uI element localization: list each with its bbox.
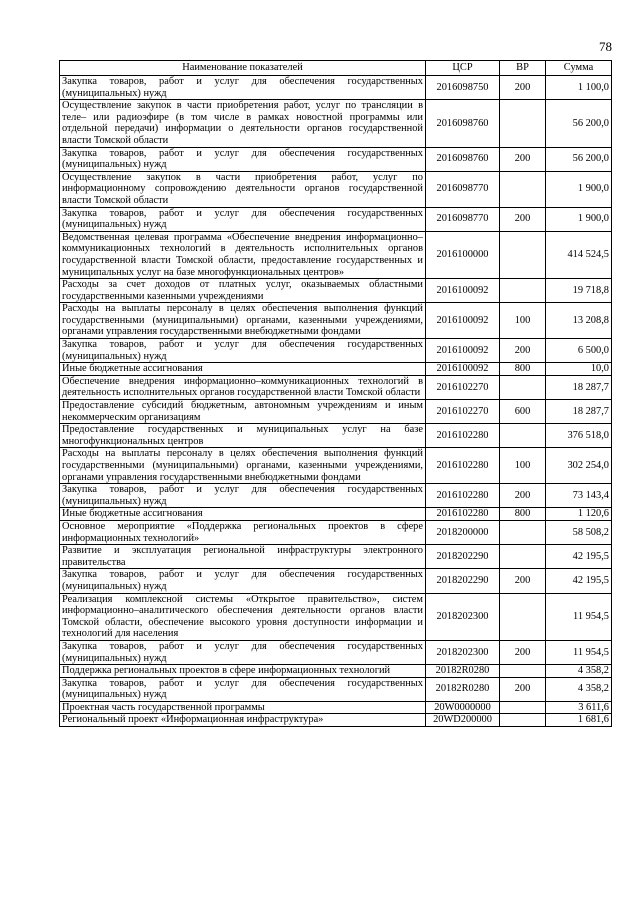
cell-csr: 2016098760	[426, 147, 500, 171]
cell-name: Закупка товаров, работ и услуг для обеспечения государственных (муниципальных) нужд	[60, 677, 426, 701]
cell-vr	[500, 100, 546, 147]
cell-name: Региональный проект «Информационная инфраструктура»	[60, 714, 426, 727]
cell-vr: 600	[500, 400, 546, 424]
cell-sum: 42 195,5	[546, 569, 612, 593]
cell-name: Закупка товаров, работ и услуг для обеспечения государственных (муниципальных) нужд	[60, 569, 426, 593]
header-vr: ВР	[500, 61, 546, 76]
cell-name: Проектная часть государственной программы	[60, 701, 426, 714]
cell-vr: 800	[500, 363, 546, 376]
cell-sum: 4 358,2	[546, 665, 612, 678]
header-csr: ЦСР	[426, 61, 500, 76]
cell-vr	[500, 593, 546, 640]
cell-vr: 100	[500, 448, 546, 484]
cell-name: Основное мероприятие «Поддержка региональных проектов в сфере информационных технологий»	[60, 520, 426, 544]
cell-name: Поддержка региональных проектов в сфере информационных технологий	[60, 665, 426, 678]
table-row	[60, 279, 612, 303]
cell-csr: 2016102280	[426, 424, 500, 448]
table-row	[60, 593, 612, 640]
cell-name: Ведомственная целевая программа «Обеспечение внедрения информационно–коммуникационных технологий в деятельность исполнительных органов государственной власти Томской области, предоставление государственных и муниципальных услуг на базе многофункциональных центров»	[60, 231, 426, 278]
cell-name: Иные бюджетные ассигнования	[60, 363, 426, 376]
cell-name: Расходы за счет доходов от платных услуг, оказываемых областными государственными казенными учреждениями	[60, 279, 426, 303]
table-row	[60, 545, 612, 569]
cell-csr: 2016098770	[426, 207, 500, 231]
cell-vr: 100	[500, 303, 546, 339]
table-row	[60, 303, 612, 339]
cell-vr: 200	[500, 207, 546, 231]
cell-csr: 2018202300	[426, 593, 500, 640]
cell-name: Осуществление закупок в части приобретения работ, услуг по информационному сопровождению деятельности органов государственной власти Томской области	[60, 171, 426, 207]
cell-sum: 18 287,7	[546, 400, 612, 424]
cell-sum: 13 208,8	[546, 303, 612, 339]
cell-vr	[500, 279, 546, 303]
table-row	[60, 171, 612, 207]
cell-name: Расходы на выплаты персоналу в целях обеспечения выполнения функций государственными (муниципальными) органами, казенными учреждениями, органами управления государственными внебюджетными фондами	[60, 448, 426, 484]
cell-sum: 10,0	[546, 363, 612, 376]
cell-vr	[500, 714, 546, 727]
cell-csr: 2016100092	[426, 303, 500, 339]
cell-name: Осуществление закупок в части приобретения работ, услуг по трансляции в теле– или радиоэфире (в том числе в рамках новостной программы или отдельной передачи) информации о деятельности органов государственной власти Томской области	[60, 100, 426, 147]
cell-sum: 414 524,5	[546, 231, 612, 278]
cell-csr: 2016098770	[426, 171, 500, 207]
cell-sum: 1 900,0	[546, 207, 612, 231]
cell-sum: 1 100,0	[546, 76, 612, 100]
cell-vr: 200	[500, 640, 546, 664]
cell-sum: 3 611,6	[546, 701, 612, 714]
cell-csr: 2016098760	[426, 100, 500, 147]
cell-sum: 56 200,0	[546, 147, 612, 171]
cell-csr: 20182R0280	[426, 665, 500, 678]
cell-csr: 2016102280	[426, 508, 500, 521]
table-row	[60, 569, 612, 593]
cell-vr: 200	[500, 677, 546, 701]
table-row	[60, 640, 612, 664]
cell-csr: 2016102280	[426, 484, 500, 508]
cell-sum: 56 200,0	[546, 100, 612, 147]
cell-sum: 4 358,2	[546, 677, 612, 701]
cell-vr	[500, 171, 546, 207]
cell-vr	[500, 424, 546, 448]
table-row	[60, 231, 612, 278]
cell-vr	[500, 545, 546, 569]
cell-sum: 302 254,0	[546, 448, 612, 484]
cell-vr: 200	[500, 339, 546, 363]
table-row	[60, 400, 612, 424]
cell-csr: 2018200000	[426, 520, 500, 544]
cell-name: Закупка товаров, работ и услуг для обеспечения государственных (муниципальных) нужд	[60, 147, 426, 171]
cell-vr: 200	[500, 484, 546, 508]
cell-sum: 1 900,0	[546, 171, 612, 207]
cell-sum: 6 500,0	[546, 339, 612, 363]
cell-vr: 200	[500, 147, 546, 171]
table-body	[60, 76, 612, 727]
cell-name: Реализация комплексной системы «Открытое правительство», систем информационно–аналитического обеспечения деятельности органов власти Томской области, обеспечение высокого уровня доступности информации и технологий для населения	[60, 593, 426, 640]
cell-vr	[500, 231, 546, 278]
cell-csr: 2016100092	[426, 339, 500, 363]
table-row	[60, 701, 612, 714]
header-sum: Сумма	[546, 61, 612, 76]
cell-name: Закупка товаров, работ и услуг для обеспечения государственных (муниципальных) нужд	[60, 484, 426, 508]
table-row	[60, 147, 612, 171]
cell-csr: 2018202290	[426, 545, 500, 569]
table-row	[60, 677, 612, 701]
cell-vr: 800	[500, 508, 546, 521]
table-row	[60, 375, 612, 399]
cell-sum: 376 518,0	[546, 424, 612, 448]
cell-csr: 20WD200000	[426, 714, 500, 727]
cell-csr: 2016098750	[426, 76, 500, 100]
table-row	[60, 100, 612, 147]
header-name: Наименование показателей	[60, 61, 426, 76]
cell-name: Закупка товаров, работ и услуг для обеспечения государственных (муниципальных) нужд	[60, 207, 426, 231]
table-row	[60, 714, 612, 727]
cell-csr: 2016100000	[426, 231, 500, 278]
cell-vr: 200	[500, 76, 546, 100]
cell-name: Предоставление государственных и муниципальных услуг на базе многофункциональных центров	[60, 424, 426, 448]
cell-csr: 2016100092	[426, 279, 500, 303]
cell-sum: 58 508,2	[546, 520, 612, 544]
table-row	[60, 508, 612, 521]
cell-name: Предоставление субсидий бюджетным, автономным учреждениям и иным некоммерческим организациям	[60, 400, 426, 424]
cell-csr: 20W0000000	[426, 701, 500, 714]
cell-name: Иные бюджетные ассигнования	[60, 508, 426, 521]
cell-sum: 42 195,5	[546, 545, 612, 569]
cell-name: Расходы на выплаты персоналу в целях обеспечения выполнения функций государственными (муниципальными) органами, казенными учреждениями, органами управления государственными внебюджетными фондами	[60, 303, 426, 339]
table-header-row	[60, 61, 612, 76]
cell-sum: 73 143,4	[546, 484, 612, 508]
cell-name: Закупка товаров, работ и услуг для обеспечения государственных (муниципальных) нужд	[60, 640, 426, 664]
cell-vr	[500, 665, 546, 678]
cell-sum: 18 287,7	[546, 375, 612, 399]
table-row	[60, 520, 612, 544]
cell-name: Развитие и эксплуатация региональной инфраструктуры электронного правительства	[60, 545, 426, 569]
table-row	[60, 665, 612, 678]
table-row	[60, 76, 612, 100]
cell-vr	[500, 701, 546, 714]
cell-csr: 2018202300	[426, 640, 500, 664]
cell-vr: 200	[500, 569, 546, 593]
cell-csr: 2016102270	[426, 400, 500, 424]
cell-vr	[500, 520, 546, 544]
cell-sum: 11 954,5	[546, 593, 612, 640]
cell-csr: 2016102270	[426, 375, 500, 399]
cell-csr: 2018202290	[426, 569, 500, 593]
cell-sum: 1 681,6	[546, 714, 612, 727]
page-number: 78	[599, 39, 612, 54]
cell-csr: 2016102280	[426, 448, 500, 484]
table-row	[60, 424, 612, 448]
cell-name: Закупка товаров, работ и услуг для обеспечения государственных (муниципальных) нужд	[60, 339, 426, 363]
table-row	[60, 484, 612, 508]
cell-sum: 19 718,8	[546, 279, 612, 303]
budget-table	[59, 60, 612, 727]
cell-sum: 11 954,5	[546, 640, 612, 664]
cell-csr: 2016100092	[426, 363, 500, 376]
table-row	[60, 207, 612, 231]
table-row	[60, 363, 612, 376]
cell-sum: 1 120,6	[546, 508, 612, 521]
table-row	[60, 339, 612, 363]
cell-name: Обеспечение внедрения информационно–коммуникационных технологий в деятельность исполнительных органов государственной власти Томской области	[60, 375, 426, 399]
cell-name: Закупка товаров, работ и услуг для обеспечения государственных (муниципальных) нужд	[60, 76, 426, 100]
cell-vr	[500, 375, 546, 399]
table-row	[60, 448, 612, 484]
cell-csr: 20182R0280	[426, 677, 500, 701]
